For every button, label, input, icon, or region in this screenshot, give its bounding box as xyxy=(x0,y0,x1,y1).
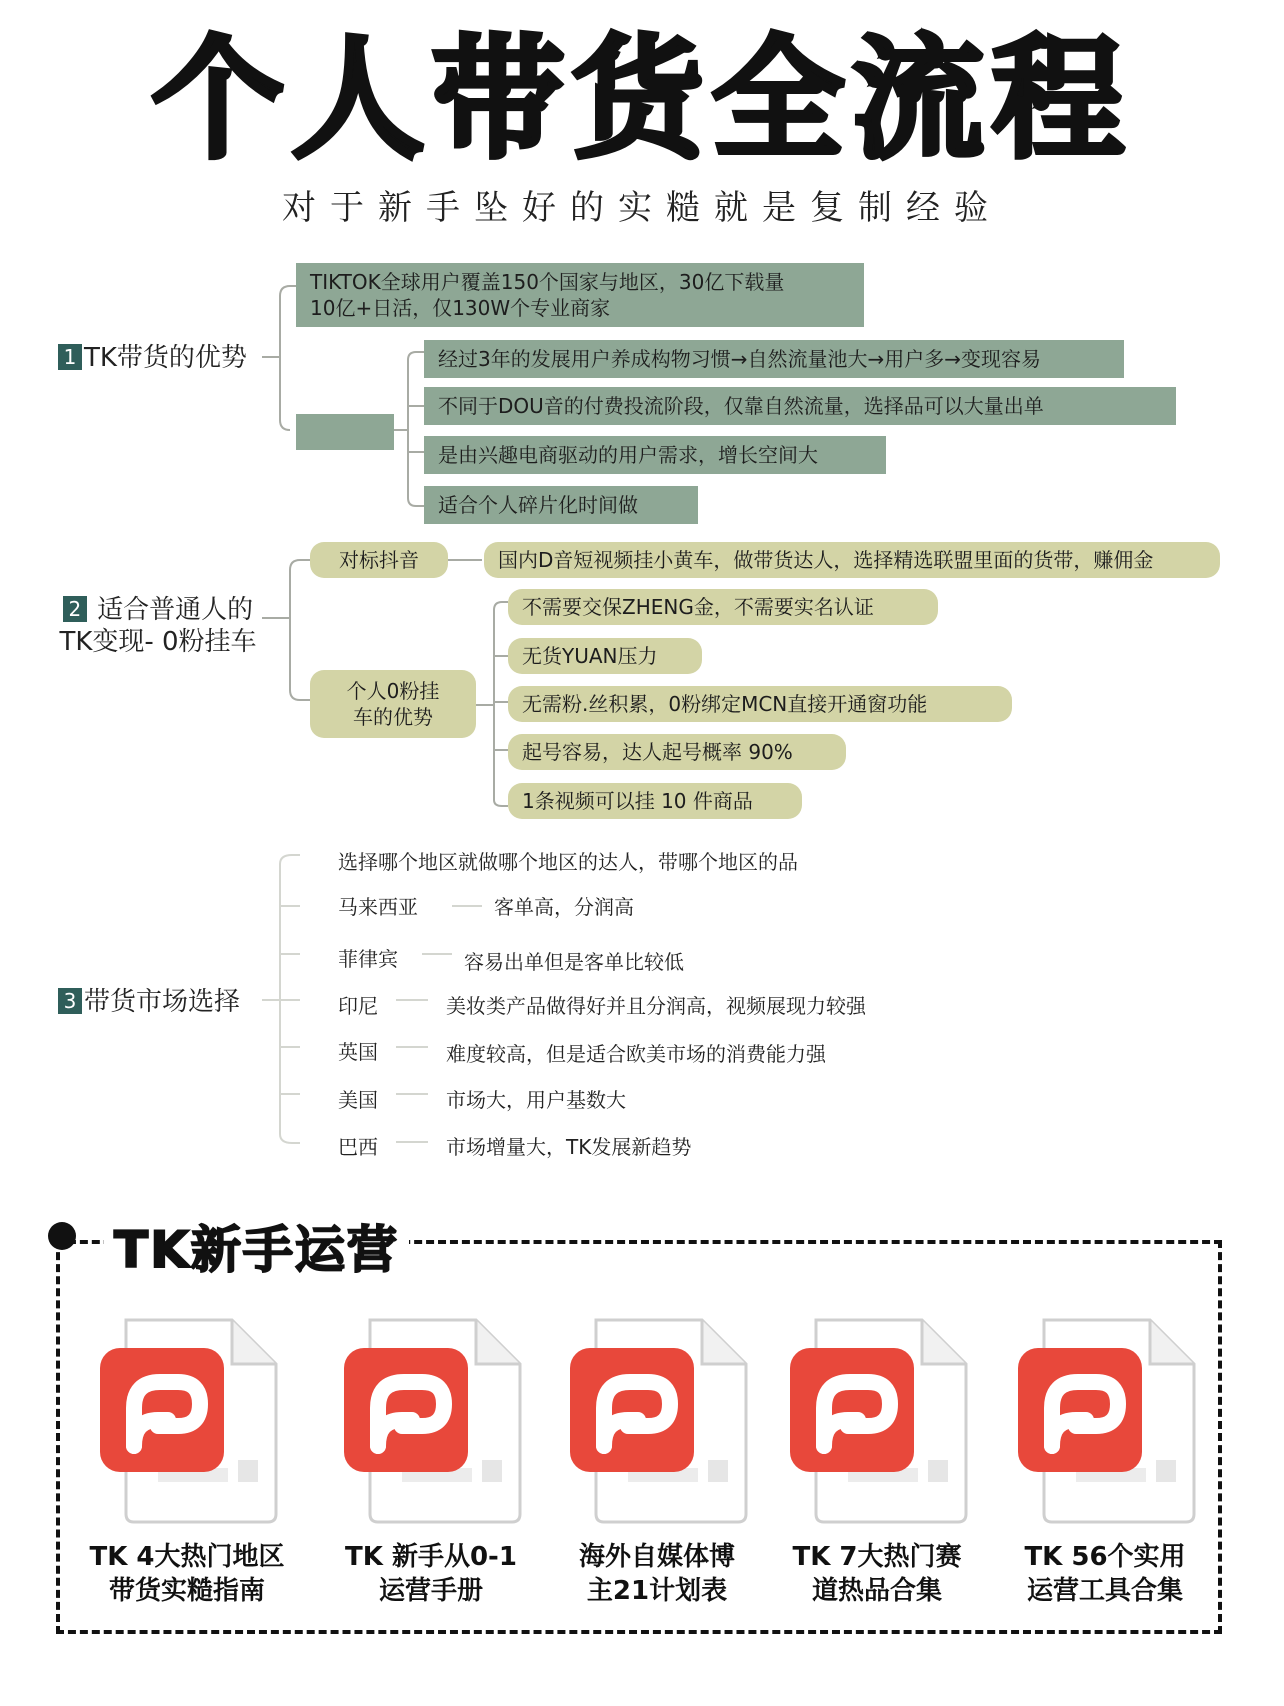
market-country: 英国 xyxy=(338,1040,378,1064)
ppt-file-icon xyxy=(92,1316,282,1526)
file-caption-line1: 海外自媒体博 xyxy=(578,1542,735,1572)
market-country: 巴西 xyxy=(338,1135,378,1159)
page-title: 个人带货全流程 xyxy=(152,23,1132,177)
bullet-dot-icon xyxy=(48,1222,76,1250)
market-intro: 选择哪个地区就做哪个地区的达人，带哪个地区的品 xyxy=(338,850,798,874)
section-title: 适合普通人的 xyxy=(97,595,254,625)
file-card[interactable] xyxy=(326,1316,536,1608)
tiktok-stats-box: TIKTOK全球用户覆盖150个国家与地区，30亿下载量 10亿+日活，仅130W个专业商家 xyxy=(296,263,864,327)
file-caption-line1: TK 56个实用 xyxy=(1024,1542,1186,1572)
benchmark-douyin-node: 对标抖音 xyxy=(310,542,448,578)
file-card[interactable] xyxy=(1000,1316,1210,1608)
market-desc: 客单高，分润高 xyxy=(494,895,634,919)
market-country: 菲律宾 xyxy=(338,947,398,971)
advantage-item: 是由兴趣电商驱动的用户需求，增长空间大 xyxy=(424,436,886,474)
file-caption-line1: TK 新手从0-1 xyxy=(345,1542,517,1572)
market-country: 美国 xyxy=(338,1088,378,1112)
section-number: 3 xyxy=(58,988,82,1014)
file-card[interactable] xyxy=(82,1316,292,1608)
file-caption-line2: 运营工具合集 xyxy=(1026,1576,1183,1606)
section-1-label xyxy=(58,342,247,374)
ppt-file-icon xyxy=(1010,1316,1200,1526)
ppt-file-icon xyxy=(562,1316,752,1526)
section-number: 2 xyxy=(63,596,87,622)
ppt-file-icon xyxy=(782,1316,972,1526)
file-caption-line2: 运营手册 xyxy=(378,1576,483,1606)
resources-heading: TK新手运营 xyxy=(104,1210,409,1282)
section-title: 带货市场选择 xyxy=(84,987,241,1017)
page-subtitle: 对于新手坠好的实糙就是复制经验 xyxy=(282,188,1002,228)
advantage-item: 经过3年的发展用户养成构物习惯→自然流量池大→用户多→变现容易 xyxy=(424,340,1124,378)
market-desc: 市场大，用户基数大 xyxy=(446,1088,626,1112)
zero-fan-item: 无需粉.丝积累，0粉绑定MCN直接开通窗功能 xyxy=(508,686,1012,722)
file-card[interactable] xyxy=(772,1316,982,1608)
section-number: 1 xyxy=(58,344,82,370)
zero-fan-item: 起号容易，达人起号概率 90% xyxy=(508,734,846,770)
file-caption-line2: 道热品合集 xyxy=(811,1576,942,1606)
section-3-label xyxy=(58,986,240,1018)
zero-fan-item: 不需要交保ZHENG金，不需要实名认证 xyxy=(508,589,938,625)
advantages-node xyxy=(296,414,394,450)
file-card[interactable] xyxy=(552,1316,762,1608)
ppt-file-icon xyxy=(336,1316,526,1526)
section-title: TK带货的优势 xyxy=(84,343,247,373)
advantage-item: 适合个人碎片化时间做 xyxy=(424,486,698,524)
market-country: 马来西亚 xyxy=(338,895,418,919)
benchmark-item: 国内D音短视频挂小黄车，做带货达人，选择精选联盟里面的货带，赚佣金 xyxy=(484,542,1220,578)
zero-fan-item: 无货YUAN压力 xyxy=(508,638,702,674)
market-desc: 容易出单但是客单比较低 xyxy=(464,950,684,974)
section-subtitle: TK变现- 0粉挂车 xyxy=(59,627,257,657)
file-caption-line1: TK 7大热门赛 xyxy=(792,1542,962,1572)
file-caption-line2: 带货实糙指南 xyxy=(108,1576,265,1606)
file-caption-line1: TK 4大热门地区 xyxy=(89,1542,285,1572)
market-desc: 市场增量大，TK发展新趋势 xyxy=(446,1135,692,1159)
market-desc: 美妆类产品做得好并且分润高，视频展现力较强 xyxy=(446,994,866,1018)
zero-fan-item: 1条视频可以挂 10 件商品 xyxy=(508,783,802,819)
market-country: 印尼 xyxy=(338,994,378,1018)
advantage-item: 不同于DOU音的付费投流阶段，仅靠自然流量，选择品可以大量出单 xyxy=(424,387,1176,425)
zero-fan-advantages-node: 个人0粉挂 车的优势 xyxy=(310,670,476,738)
section-2-label xyxy=(48,594,268,658)
market-desc: 难度较高，但是适合欧美市场的消费能力强 xyxy=(446,1042,826,1066)
file-caption-line2: 主21计划表 xyxy=(586,1576,728,1606)
